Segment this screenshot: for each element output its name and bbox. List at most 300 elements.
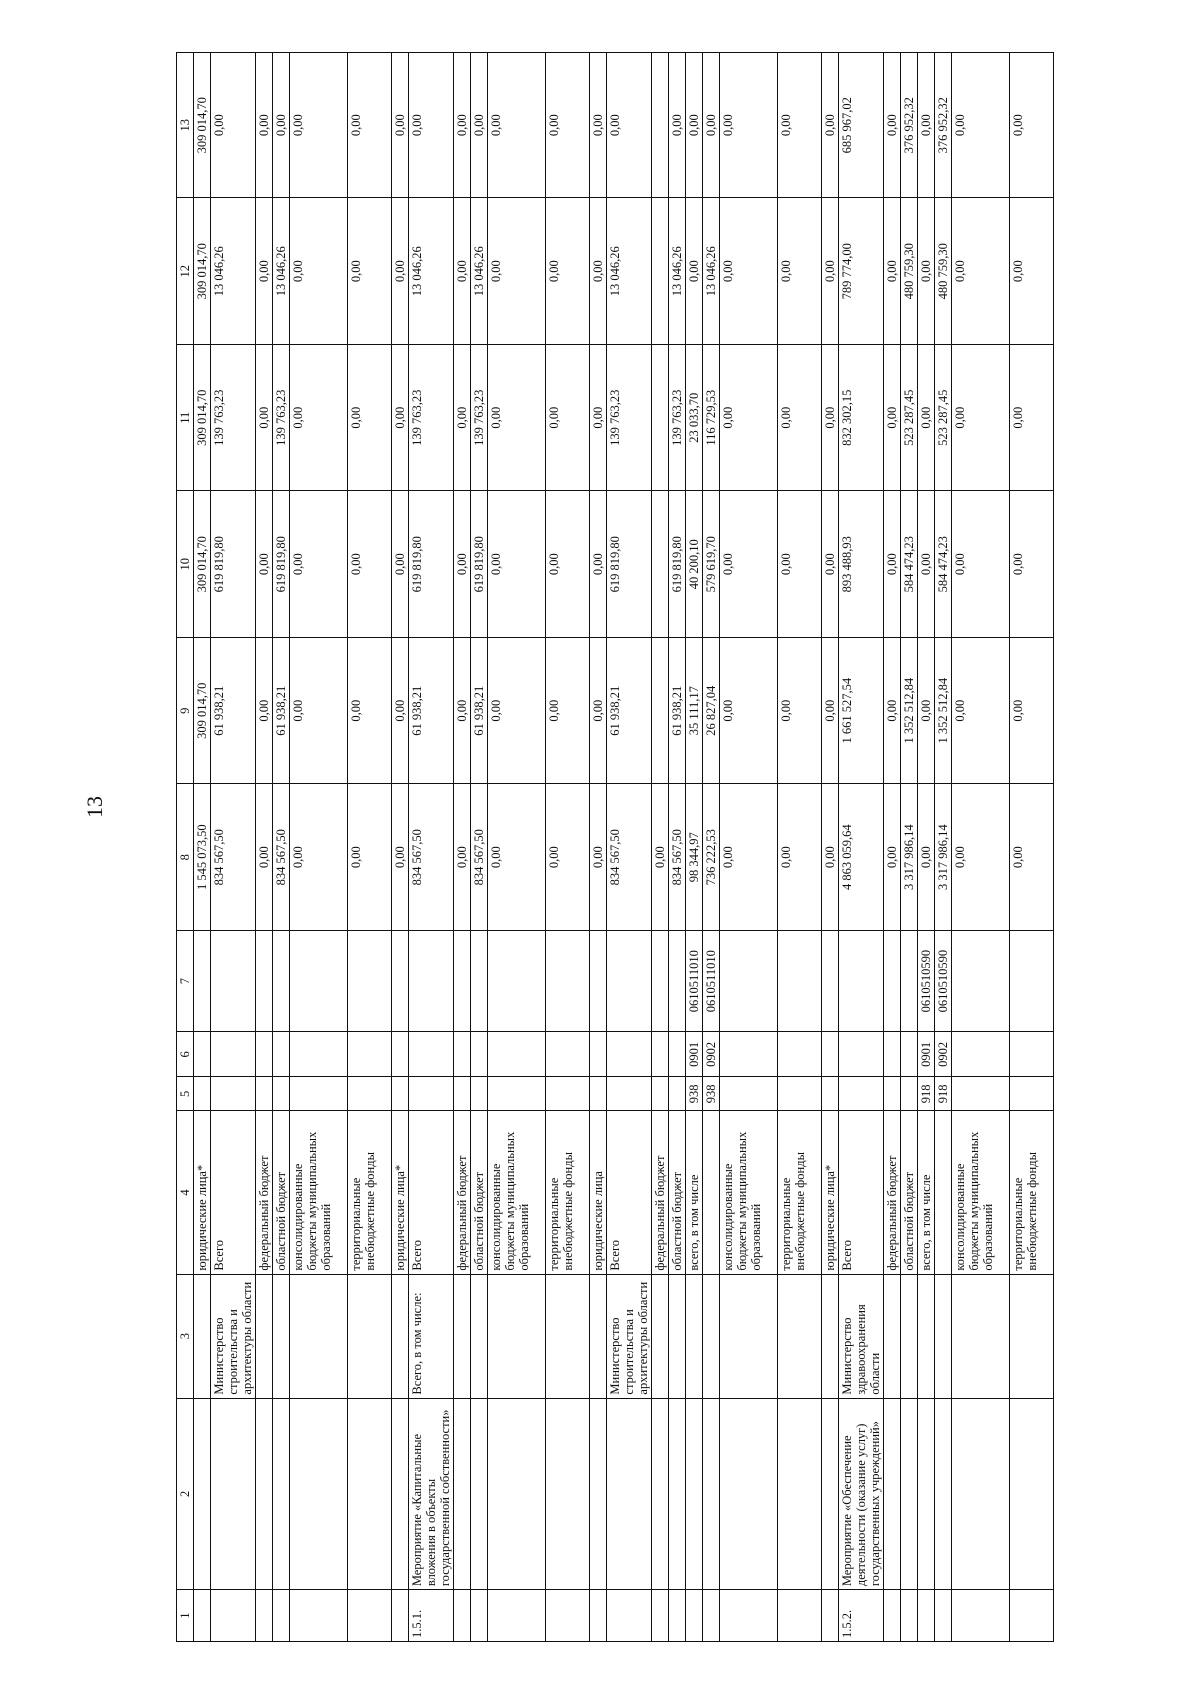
cell-col-2 [290, 1398, 348, 1590]
cell-col-8: 0,00 [1010, 784, 1054, 931]
cell-col-7 [884, 930, 901, 1031]
cell-col-4: областной бюджет [273, 1111, 290, 1274]
cell-col-3: Министерство здравоохранения области [839, 1274, 884, 1398]
cell-col-5 [652, 1077, 669, 1111]
cell-col-2 [901, 1398, 918, 1590]
table-row [211, 53, 256, 1642]
cell-col-11: 309 014,70 [194, 344, 211, 491]
cell-col-6 [409, 1032, 454, 1077]
cell-col-6 [901, 1032, 918, 1077]
cell-col-11: 116 729,53 [703, 344, 720, 491]
cell-col-9: 0,00 [1010, 637, 1054, 784]
cell-col-5 [471, 1077, 488, 1111]
cell-col-12: 0,00 [884, 198, 901, 345]
cell-col-9: 0,00 [256, 637, 273, 784]
cell-col-5 [194, 1077, 211, 1111]
cell-col-2 [454, 1398, 471, 1590]
cell-col-5 [546, 1077, 590, 1111]
cell-col-9: 0,00 [918, 637, 935, 784]
cell-col-11: 0,00 [1010, 344, 1054, 491]
cell-col-7 [901, 930, 918, 1031]
cell-col-4 [935, 1111, 952, 1274]
cell-col-13: 685 967,02 [839, 53, 884, 198]
cell-col-8: 0,00 [392, 784, 409, 931]
cell-col-5 [952, 1077, 1010, 1111]
cell-col-13: 0,00 [778, 53, 822, 198]
cell-col-13: 0,00 [471, 53, 488, 198]
cell-col-2 [607, 1398, 652, 1590]
cell-col-9: 0,00 [778, 637, 822, 784]
cell-col-7: 0610510590 [935, 930, 952, 1031]
cell-col-10: 893 488,93 [839, 491, 884, 638]
cell-col-11: 0,00 [256, 344, 273, 491]
cell-col-13: 0,00 [669, 53, 686, 198]
cell-col-13: 0,00 [952, 53, 1010, 198]
table-row [703, 53, 720, 1642]
cell-col-12: 0,00 [256, 198, 273, 345]
cell-col-2 [669, 1398, 686, 1590]
cell-col-3 [918, 1274, 935, 1398]
cell-col-13: 0,00 [884, 53, 901, 198]
cell-col-8: 0,00 [884, 784, 901, 931]
cell-col-7 [778, 930, 822, 1031]
cell-col-3 [901, 1274, 918, 1398]
cell-col-5 [256, 1077, 273, 1111]
cell-col-6 [273, 1032, 290, 1077]
column-header-6: 6 [177, 1032, 194, 1077]
cell-col-6 [454, 1032, 471, 1077]
cell-col-6 [778, 1032, 822, 1077]
cell-col-13: 0,00 [607, 53, 652, 198]
cell-col-7 [290, 930, 348, 1031]
cell-col-10: 0,00 [348, 491, 392, 638]
cell-col-12: 0,00 [1010, 198, 1054, 345]
cell-col-3 [652, 1274, 669, 1398]
cell-col-8: 1 545 073,50 [194, 784, 211, 931]
column-header-11: 11 [177, 344, 194, 491]
table-row [256, 53, 273, 1642]
cell-col-8: 0,00 [348, 784, 392, 931]
cell-col-8: 736 222,53 [703, 784, 720, 931]
table-row [194, 53, 211, 1642]
cell-col-1: 1.5.2. [839, 1590, 884, 1642]
cell-col-7 [454, 930, 471, 1031]
cell-col-5 [454, 1077, 471, 1111]
cell-col-12: 480 759,30 [935, 198, 952, 345]
cell-col-12: 13 046,26 [409, 198, 454, 345]
cell-col-3 [703, 1274, 720, 1398]
table-row [392, 53, 409, 1642]
cell-col-12: 480 759,30 [901, 198, 918, 345]
cell-col-11 [652, 344, 669, 491]
cell-col-6 [290, 1032, 348, 1077]
cell-col-11: 0,00 [290, 344, 348, 491]
cell-col-12: 0,00 [454, 198, 471, 345]
cell-col-9: 26 827,04 [703, 637, 720, 784]
cell-col-3 [471, 1274, 488, 1398]
cell-col-8: 0,00 [590, 784, 607, 931]
cell-col-4: всего, в том числе [918, 1111, 935, 1274]
cell-col-3: Министерство строительства и архитектуры области [211, 1274, 256, 1398]
cell-col-12: 13 046,26 [471, 198, 488, 345]
cell-col-5 [590, 1077, 607, 1111]
cell-col-1 [901, 1590, 918, 1642]
cell-col-6 [884, 1032, 901, 1077]
cell-col-3 [778, 1274, 822, 1398]
cell-col-5: 938 [686, 1077, 703, 1111]
cell-col-11: 139 763,23 [273, 344, 290, 491]
cell-col-5 [607, 1077, 652, 1111]
cell-col-13: 0,00 [488, 53, 546, 198]
cell-col-4: территориальные внебюджетные фонды [1010, 1111, 1054, 1274]
cell-col-7 [348, 930, 392, 1031]
cell-col-4: юридические лица* [194, 1111, 211, 1274]
cell-col-9: 61 938,21 [409, 637, 454, 784]
cell-col-12: 0,00 [488, 198, 546, 345]
table-row [918, 53, 935, 1642]
cell-col-13: 309 014,70 [194, 53, 211, 198]
budget-table [176, 52, 1054, 1642]
cell-col-3 [884, 1274, 901, 1398]
cell-col-3: Министерство строительства и архитектуры области [607, 1274, 652, 1398]
cell-col-13: 0,00 [273, 53, 290, 198]
table-row [1010, 53, 1054, 1642]
cell-col-11: 139 763,23 [607, 344, 652, 491]
table-row [822, 53, 839, 1642]
cell-col-11: 0,00 [488, 344, 546, 491]
table-row [884, 53, 901, 1642]
cell-col-9: 0,00 [720, 637, 778, 784]
cell-col-5 [884, 1077, 901, 1111]
cell-col-8: 0,00 [652, 784, 669, 931]
cell-col-3 [454, 1274, 471, 1398]
table-row [409, 53, 454, 1642]
cell-col-6 [590, 1032, 607, 1077]
cell-col-4: юридические лица* [822, 1111, 839, 1274]
cell-col-3 [348, 1274, 392, 1398]
cell-col-2 [348, 1398, 392, 1590]
column-header-10: 10 [177, 491, 194, 638]
cell-col-2 [590, 1398, 607, 1590]
cell-col-7 [607, 930, 652, 1031]
table-row [686, 53, 703, 1642]
cell-col-8: 834 567,50 [273, 784, 290, 931]
cell-col-9: 0,00 [546, 637, 590, 784]
cell-col-8: 0,00 [290, 784, 348, 931]
cell-col-2 [720, 1398, 778, 1590]
cell-col-9: 1 661 527,54 [839, 637, 884, 784]
cell-col-2 [194, 1398, 211, 1590]
cell-col-13: 0,00 [918, 53, 935, 198]
cell-col-4: федеральный бюджет [256, 1111, 273, 1274]
cell-col-8: 834 567,50 [471, 784, 488, 931]
cell-col-10: 309 014,70 [194, 491, 211, 638]
cell-col-1 [720, 1590, 778, 1642]
cell-col-1 [392, 1590, 409, 1642]
cell-col-1 [590, 1590, 607, 1642]
cell-col-10: 579 619,70 [703, 491, 720, 638]
cell-col-9: 0,00 [348, 637, 392, 784]
cell-col-7 [652, 930, 669, 1031]
table-row [546, 53, 590, 1642]
cell-col-1 [194, 1590, 211, 1642]
cell-col-13: 0,00 [409, 53, 454, 198]
cell-col-5: 918 [935, 1077, 952, 1111]
cell-col-12: 789 774,00 [839, 198, 884, 345]
cell-col-6 [256, 1032, 273, 1077]
cell-col-9: 0,00 [884, 637, 901, 784]
cell-col-5: 918 [918, 1077, 935, 1111]
cell-col-2 [703, 1398, 720, 1590]
cell-col-10: 619 819,80 [669, 491, 686, 638]
cell-col-10: 40 200,10 [686, 491, 703, 638]
cell-col-1 [1010, 1590, 1054, 1642]
table-row [652, 53, 669, 1642]
cell-col-4: юридические лица* [392, 1111, 409, 1274]
cell-col-9: 309 014,70 [194, 637, 211, 784]
cell-col-3 [194, 1274, 211, 1398]
cell-col-10: 0,00 [1010, 491, 1054, 638]
cell-col-2 [211, 1398, 256, 1590]
cell-col-7 [720, 930, 778, 1031]
cell-col-6 [194, 1032, 211, 1077]
cell-col-1 [471, 1590, 488, 1642]
cell-col-10: 0,00 [778, 491, 822, 638]
table-row [901, 53, 918, 1642]
cell-col-7 [194, 930, 211, 1031]
cell-col-7 [952, 930, 1010, 1031]
cell-col-2 [778, 1398, 822, 1590]
cell-col-9: 61 938,21 [211, 637, 256, 784]
table-row [952, 53, 1010, 1642]
cell-col-9: 1 352 512,84 [901, 637, 918, 784]
header-row [177, 53, 194, 1642]
cell-col-1 [273, 1590, 290, 1642]
cell-col-6: 0902 [703, 1032, 720, 1077]
cell-col-5 [669, 1077, 686, 1111]
table-row [607, 53, 652, 1642]
cell-col-1 [256, 1590, 273, 1642]
cell-col-13: 0,00 [703, 53, 720, 198]
cell-col-8: 0,00 [822, 784, 839, 931]
cell-col-10: 0,00 [822, 491, 839, 638]
cell-col-11: 0,00 [884, 344, 901, 491]
table-row [454, 53, 471, 1642]
cell-col-11: 0,00 [546, 344, 590, 491]
cell-col-4: областной бюджет [669, 1111, 686, 1274]
cell-col-13 [652, 53, 669, 198]
table-row [720, 53, 778, 1642]
cell-col-2 [822, 1398, 839, 1590]
cell-col-12: 0,00 [686, 198, 703, 345]
cell-col-6 [471, 1032, 488, 1077]
cell-col-9: 0,00 [454, 637, 471, 784]
cell-col-13: 0,00 [686, 53, 703, 198]
cell-col-8: 834 567,50 [409, 784, 454, 931]
cell-col-8: 0,00 [952, 784, 1010, 931]
cell-col-1 [884, 1590, 901, 1642]
cell-col-3 [720, 1274, 778, 1398]
cell-col-12: 309 014,70 [194, 198, 211, 345]
cell-col-8: 0,00 [778, 784, 822, 931]
cell-col-1 [348, 1590, 392, 1642]
cell-col-5 [901, 1077, 918, 1111]
cell-col-8: 3 317 986,14 [901, 784, 918, 931]
cell-col-10: 0,00 [884, 491, 901, 638]
cell-col-11: 0,00 [918, 344, 935, 491]
cell-col-13: 0,00 [211, 53, 256, 198]
cell-col-9: 0,00 [488, 637, 546, 784]
cell-col-5 [1010, 1077, 1054, 1111]
cell-col-10: 0,00 [546, 491, 590, 638]
cell-col-7 [471, 930, 488, 1031]
cell-col-11: 139 763,23 [669, 344, 686, 491]
cell-col-5 [778, 1077, 822, 1111]
cell-col-13: 0,00 [546, 53, 590, 198]
cell-col-6 [669, 1032, 686, 1077]
column-header-5: 5 [177, 1077, 194, 1111]
cell-col-9: 0,00 [952, 637, 1010, 784]
cell-col-1 [607, 1590, 652, 1642]
cell-col-4: всего, в том числе [686, 1111, 703, 1274]
cell-col-11: 0,00 [952, 344, 1010, 491]
cell-col-10: 0,00 [720, 491, 778, 638]
cell-col-4: консолидированные бюджеты муниципальных образований [488, 1111, 546, 1274]
cell-col-4: Всего [839, 1111, 884, 1274]
cell-col-1 [935, 1590, 952, 1642]
cell-col-3 [273, 1274, 290, 1398]
cell-col-3 [822, 1274, 839, 1398]
cell-col-13: 376 952,32 [935, 53, 952, 198]
cell-col-2 [256, 1398, 273, 1590]
cell-col-3 [256, 1274, 273, 1398]
cell-col-10: 619 819,80 [211, 491, 256, 638]
cell-col-4: федеральный бюджет [454, 1111, 471, 1274]
cell-col-13: 0,00 [454, 53, 471, 198]
cell-col-2 [918, 1398, 935, 1590]
column-header-12: 12 [177, 198, 194, 345]
cell-col-5 [720, 1077, 778, 1111]
cell-col-10: 0,00 [256, 491, 273, 638]
cell-col-4: Всего [607, 1111, 652, 1274]
cell-col-6 [607, 1032, 652, 1077]
cell-col-12: 0,00 [546, 198, 590, 345]
cell-col-1 [952, 1590, 1010, 1642]
table-row [778, 53, 822, 1642]
cell-col-6 [952, 1032, 1010, 1077]
cell-col-4: территориальные внебюджетные фонды [546, 1111, 590, 1274]
column-header-2: 2 [177, 1398, 194, 1590]
cell-col-13: 0,00 [1010, 53, 1054, 198]
cell-col-1 [290, 1590, 348, 1642]
cell-col-13: 0,00 [290, 53, 348, 198]
cell-col-3 [546, 1274, 590, 1398]
cell-col-6 [348, 1032, 392, 1077]
column-header-9: 9 [177, 637, 194, 784]
column-header-1: 1 [177, 1590, 194, 1642]
cell-col-10: 0,00 [952, 491, 1010, 638]
cell-col-5 [211, 1077, 256, 1111]
cell-col-13: 376 952,32 [901, 53, 918, 198]
cell-col-1 [822, 1590, 839, 1642]
cell-col-12: 0,00 [952, 198, 1010, 345]
cell-col-3 [669, 1274, 686, 1398]
cell-col-8: 4 863 059,64 [839, 784, 884, 931]
cell-col-10: 619 819,80 [409, 491, 454, 638]
table-row [839, 53, 884, 1642]
cell-col-3 [290, 1274, 348, 1398]
cell-col-12: 0,00 [778, 198, 822, 345]
cell-col-2 [935, 1398, 952, 1590]
cell-col-7 [669, 930, 686, 1031]
cell-col-3 [392, 1274, 409, 1398]
cell-col-10: 0,00 [392, 491, 409, 638]
cell-col-12 [652, 198, 669, 345]
cell-col-10: 619 819,80 [471, 491, 488, 638]
cell-col-4: федеральный бюджет [884, 1111, 901, 1274]
cell-col-2 [488, 1398, 546, 1590]
cell-col-10: 619 819,80 [607, 491, 652, 638]
cell-col-7 [590, 930, 607, 1031]
cell-col-1 [918, 1590, 935, 1642]
cell-col-4: консолидированные бюджеты муниципальных образований [720, 1111, 778, 1274]
cell-col-3 [1010, 1274, 1054, 1398]
cell-col-11: 523 287,45 [901, 344, 918, 491]
cell-col-10 [652, 491, 669, 638]
cell-col-10: 0,00 [454, 491, 471, 638]
cell-col-7: 0610510590 [918, 930, 935, 1031]
cell-col-11: 139 763,23 [409, 344, 454, 491]
cell-col-4: консолидированные бюджеты муниципальных образований [290, 1111, 348, 1274]
cell-col-9 [652, 637, 669, 784]
cell-col-8: 0,00 [488, 784, 546, 931]
cell-col-6 [720, 1032, 778, 1077]
cell-col-9: 0,00 [590, 637, 607, 784]
cell-col-2 [471, 1398, 488, 1590]
cell-col-11: 0,00 [454, 344, 471, 491]
cell-col-5 [348, 1077, 392, 1111]
cell-col-1 [652, 1590, 669, 1642]
cell-col-1 [454, 1590, 471, 1642]
cell-col-2 [652, 1398, 669, 1590]
cell-col-5 [273, 1077, 290, 1111]
cell-col-5: 938 [703, 1077, 720, 1111]
cell-col-1 [488, 1590, 546, 1642]
column-header-4: 4 [177, 1111, 194, 1274]
cell-col-2 [546, 1398, 590, 1590]
cell-col-13: 0,00 [822, 53, 839, 198]
cell-col-3 [952, 1274, 1010, 1398]
table-row [488, 53, 546, 1642]
cell-col-7 [211, 930, 256, 1031]
cell-col-2 [952, 1398, 1010, 1590]
cell-col-7 [392, 930, 409, 1031]
cell-col-11: 0,00 [590, 344, 607, 491]
cell-col-4: юридические лица [590, 1111, 607, 1274]
cell-col-7 [409, 930, 454, 1031]
cell-col-12: 13 046,26 [211, 198, 256, 345]
cell-col-9: 61 938,21 [607, 637, 652, 784]
cell-col-9: 1 352 512,84 [935, 637, 952, 784]
cell-col-11: 0,00 [822, 344, 839, 491]
cell-col-5 [822, 1077, 839, 1111]
cell-col-9: 61 938,21 [669, 637, 686, 784]
cell-col-12: 0,00 [392, 198, 409, 345]
table-row [290, 53, 348, 1642]
cell-col-13: 0,00 [392, 53, 409, 198]
cell-col-4: консолидированные бюджеты муниципальных образований [952, 1111, 1010, 1274]
cell-col-10: 619 819,80 [273, 491, 290, 638]
